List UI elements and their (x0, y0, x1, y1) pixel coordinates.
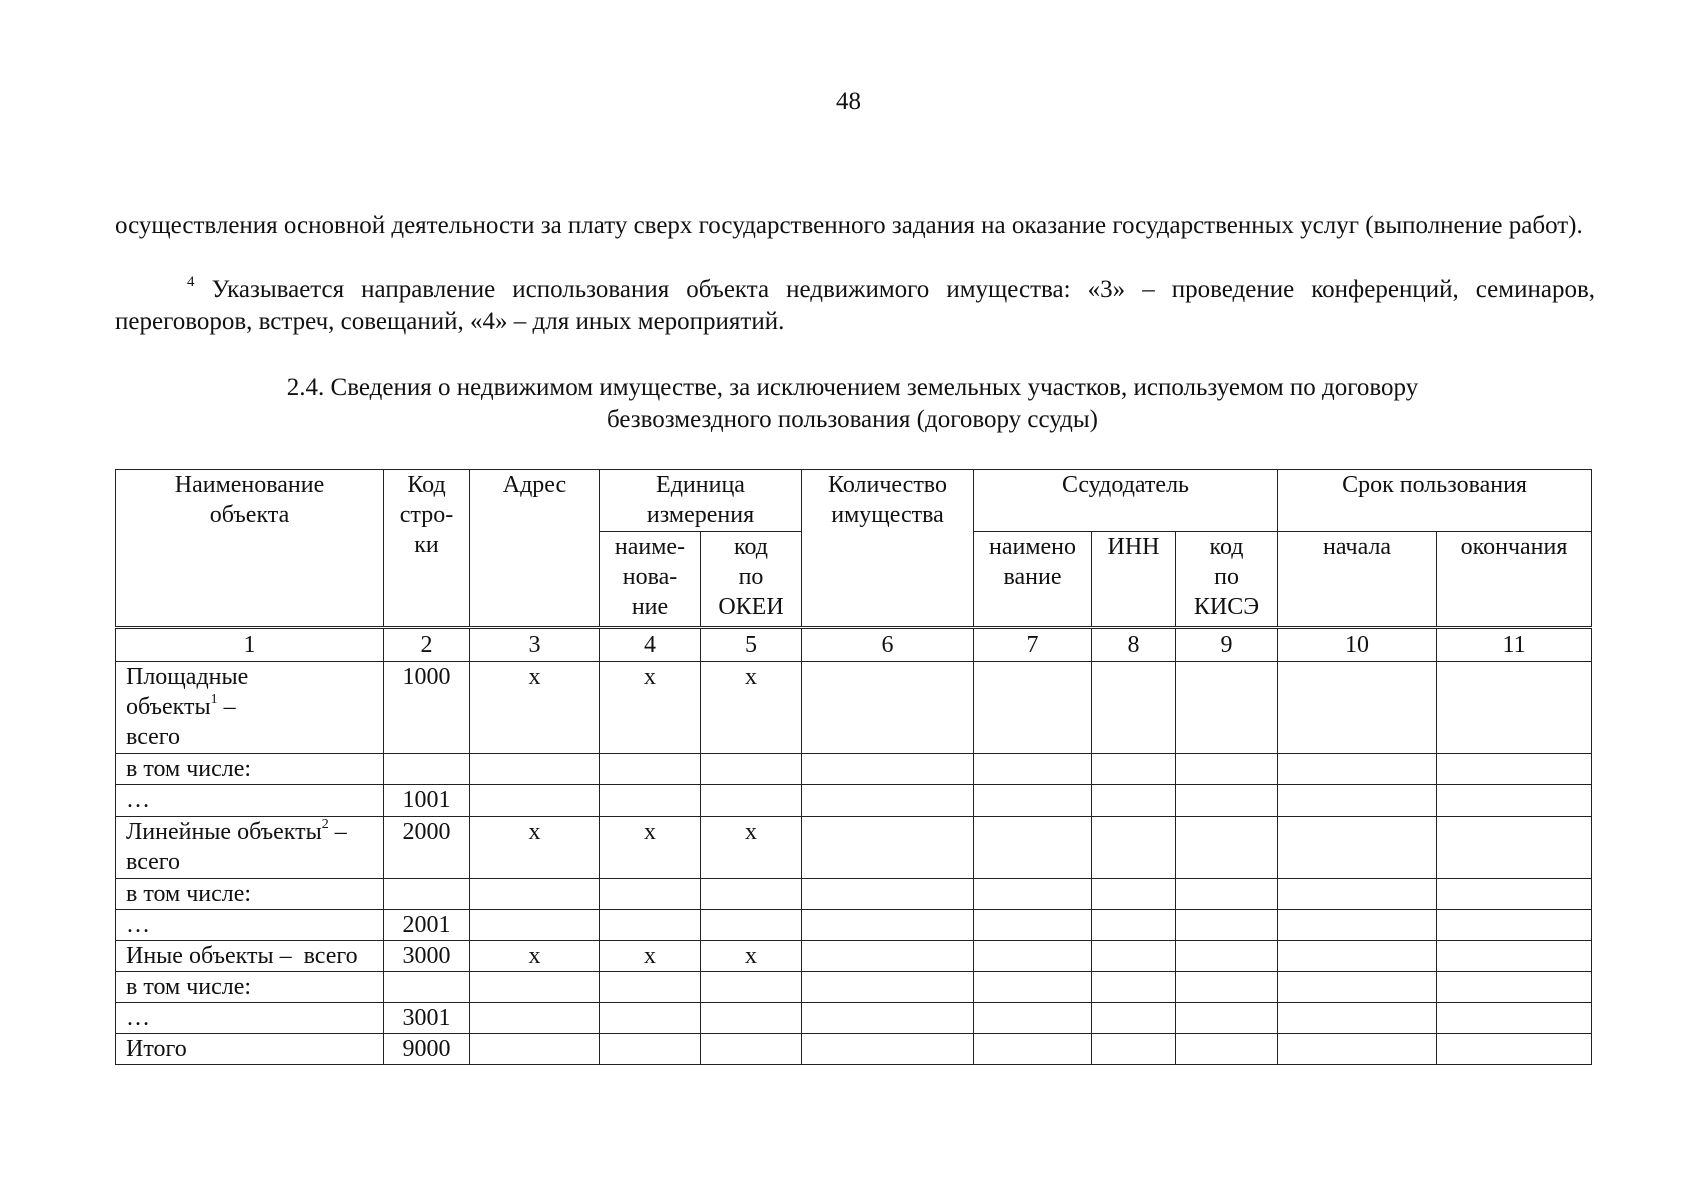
section-title-line2: безвозмездного пользования (договору ссуды) (606, 406, 1099, 433)
cell (1176, 785, 1278, 816)
cell (1437, 816, 1592, 878)
row-code (384, 878, 470, 909)
cell-x: x (600, 662, 701, 754)
footnote-ref: 2 (321, 816, 329, 832)
cell (600, 1033, 701, 1064)
cell (701, 971, 802, 1002)
header-code-l1: Код (407, 472, 446, 498)
cell (1437, 754, 1592, 785)
cell (974, 662, 1092, 754)
header-lender-kise-l1: код (1209, 534, 1244, 561)
cell (470, 878, 600, 909)
col-num: 3 (470, 628, 600, 662)
header-unit (600, 470, 802, 532)
cell-x: x (701, 816, 802, 878)
header-lender: Ссудодатель (974, 470, 1278, 532)
cell (1278, 1033, 1437, 1064)
col-num: 1 (116, 628, 384, 662)
row-label: в том числе: (116, 971, 384, 1002)
cell (1278, 940, 1437, 971)
row-label: Иные объекты – всего (116, 940, 384, 971)
col-num: 4 (600, 628, 701, 662)
header-unit-name (600, 532, 701, 628)
cell (1278, 971, 1437, 1002)
cell (470, 1002, 600, 1033)
cell (600, 785, 701, 816)
row-label: … (116, 909, 384, 940)
col-num: 9 (1176, 628, 1278, 662)
cell (701, 1002, 802, 1033)
cell (1176, 909, 1278, 940)
cell (974, 1033, 1092, 1064)
cell (1278, 662, 1437, 754)
header-code-l2: стро- (399, 502, 454, 528)
cell (1092, 1033, 1176, 1064)
cell (600, 754, 701, 785)
header-lender-kise-l3: КИСЭ (1193, 594, 1260, 621)
property-table (115, 469, 1592, 1065)
cell (1437, 909, 1592, 940)
col-num: 7 (974, 628, 1092, 662)
row-code (384, 971, 470, 1002)
row-code: 3000 (384, 940, 470, 971)
row-label (116, 816, 384, 878)
cell (1176, 878, 1278, 909)
cell (1092, 940, 1176, 971)
cell-x: x (470, 816, 600, 878)
row-code: 3001 (384, 1002, 470, 1033)
section-title-line1: 2.4. Сведения о недвижимом имуществе, за исключением земельных участков, используемом по договору (286, 374, 1419, 401)
cell (1092, 971, 1176, 1002)
header-lender-inn: ИНН (1092, 532, 1176, 628)
cell (1176, 816, 1278, 878)
cell (802, 940, 974, 971)
table-row (116, 662, 1592, 754)
cell (974, 816, 1092, 878)
cell (802, 816, 974, 878)
cell (600, 1002, 701, 1033)
cell (1278, 909, 1437, 940)
header-unit-name-l1: наиме- (614, 534, 686, 561)
cell (600, 971, 701, 1002)
row-label: … (116, 1002, 384, 1033)
header-unit-okei-l1: код (734, 534, 768, 561)
page-number: 48 (836, 88, 861, 115)
header-term-start: начала (1278, 532, 1437, 628)
cell-x: x (470, 940, 600, 971)
header-quantity (802, 470, 974, 628)
footnote-marker: 4 (187, 273, 195, 290)
header-unit-l1: Единица (656, 472, 745, 498)
table-row (116, 1002, 1592, 1033)
cell (701, 1033, 802, 1064)
header-code-l3: ки (414, 532, 439, 558)
header-quantity-l2: имущества (831, 502, 944, 528)
cell (974, 971, 1092, 1002)
cell (974, 754, 1092, 785)
cell (802, 1033, 974, 1064)
header-unit-name-l3: ние (631, 594, 669, 621)
cell (701, 909, 802, 940)
row-label-l2: всего (126, 848, 181, 875)
table-row (116, 785, 1592, 816)
header-code (384, 470, 470, 628)
cell (802, 662, 974, 754)
cell (974, 909, 1092, 940)
row-code: 1001 (384, 785, 470, 816)
cell-x: x (701, 940, 802, 971)
col-num: 8 (1092, 628, 1176, 662)
row-label-l3: всего (126, 724, 181, 751)
footnote-4 (115, 274, 1595, 338)
cell (701, 785, 802, 816)
cell (470, 971, 600, 1002)
cell (600, 909, 701, 940)
col-num: 11 (1437, 628, 1592, 662)
col-num: 2 (384, 628, 470, 662)
cell (1437, 1033, 1592, 1064)
row-label-l2: объекты$^1$ – (126, 692, 236, 721)
cell (600, 878, 701, 909)
table-row (116, 816, 1592, 878)
cell (1092, 878, 1176, 909)
header-lender-name-l1: наимено (989, 534, 1077, 561)
cell (1437, 785, 1592, 816)
cell (470, 909, 600, 940)
cell (802, 971, 974, 1002)
cell (1278, 816, 1437, 878)
cell (802, 909, 974, 940)
header-unit-l2: измерения (646, 502, 755, 528)
cell (1176, 940, 1278, 971)
cell (1437, 878, 1592, 909)
cell (1092, 785, 1176, 816)
row-label-l1: Линейные объекты$^2$ – (126, 816, 347, 845)
cell (1176, 1033, 1278, 1064)
cell (974, 940, 1092, 971)
header-term-end: окончания (1437, 532, 1592, 628)
cell (1278, 754, 1437, 785)
cell (701, 754, 802, 785)
row-label: в том числе: (116, 754, 384, 785)
row-code: 1000 (384, 662, 470, 754)
cell (802, 754, 974, 785)
cell (1437, 940, 1592, 971)
cell (1176, 971, 1278, 1002)
header-lender-name (974, 532, 1092, 628)
table-row (116, 754, 1592, 785)
cell (1278, 785, 1437, 816)
cell-x: x (600, 940, 701, 971)
table-row (116, 1033, 1592, 1064)
header-unit-okei-l2: по (738, 564, 764, 591)
cell (974, 785, 1092, 816)
cell-x: x (701, 662, 802, 754)
cell (470, 754, 600, 785)
header-name-l2: объекта (209, 502, 290, 528)
cell (1092, 1002, 1176, 1033)
col-num: 10 (1278, 628, 1437, 662)
col-num: 5 (701, 628, 802, 662)
cell (701, 878, 802, 909)
footnote-text: Указывается направление использования объекта недвижимого имущества: «3» – проведение конференций, семинаров, переговоров, встреч, совещаний, «4» – для иных мероприятий. (115, 276, 1596, 335)
header-unit-name-l2: нова- (622, 564, 678, 591)
row-code (384, 754, 470, 785)
header-name-l1: Наименование (174, 472, 325, 498)
header-term: Срок пользования (1278, 470, 1592, 532)
header-unit-okei-l3: ОКЕИ (718, 594, 784, 621)
table-row (116, 878, 1592, 909)
cell (974, 1002, 1092, 1033)
cell (1092, 662, 1176, 754)
cell (1437, 662, 1592, 754)
header-unit-okei (701, 532, 802, 628)
row-label: Итого (116, 1033, 384, 1064)
row-label: … (116, 785, 384, 816)
column-number-row (116, 628, 1592, 662)
cell (1437, 1002, 1592, 1033)
table-row (116, 909, 1592, 940)
table-row (116, 971, 1592, 1002)
cell (802, 785, 974, 816)
row-code: 2000 (384, 816, 470, 878)
cell (470, 1033, 600, 1064)
cell (1092, 816, 1176, 878)
paragraph-continuation: осуществления основной деятельности за плату сверх государственного задания на оказание государственных услуг (выполнение работ). (115, 212, 1583, 239)
cell (470, 785, 600, 816)
cell (1278, 878, 1437, 909)
cell (974, 878, 1092, 909)
header-lender-name-l2: вание (1003, 564, 1062, 591)
table-row (116, 940, 1592, 971)
header-name (116, 470, 384, 628)
header-quantity-l1: Количество (828, 472, 947, 498)
header-lender-kise (1176, 532, 1278, 628)
footnote-ref: 1 (210, 692, 218, 708)
cell-x: x (470, 662, 600, 754)
section-title (115, 372, 1590, 436)
row-label-text: Линейные объекты (126, 818, 322, 845)
cell (1437, 971, 1592, 1002)
cell (1278, 1002, 1437, 1033)
header-lender-kise-l2: по (1214, 564, 1239, 591)
row-label (116, 662, 384, 754)
cell (802, 1002, 974, 1033)
cell (1176, 1002, 1278, 1033)
col-num: 6 (802, 628, 974, 662)
cell (802, 878, 974, 909)
cell (1092, 754, 1176, 785)
row-code: 9000 (384, 1033, 470, 1064)
row-code: 2001 (384, 909, 470, 940)
cell (1092, 909, 1176, 940)
cell (1176, 754, 1278, 785)
header-address: Адрес (470, 470, 600, 628)
cell (1176, 662, 1278, 754)
row-label-text: объекты (126, 694, 211, 721)
cell-x: x (600, 816, 701, 878)
row-label-l1: Площадные (126, 664, 249, 691)
row-label: в том числе: (116, 878, 384, 909)
